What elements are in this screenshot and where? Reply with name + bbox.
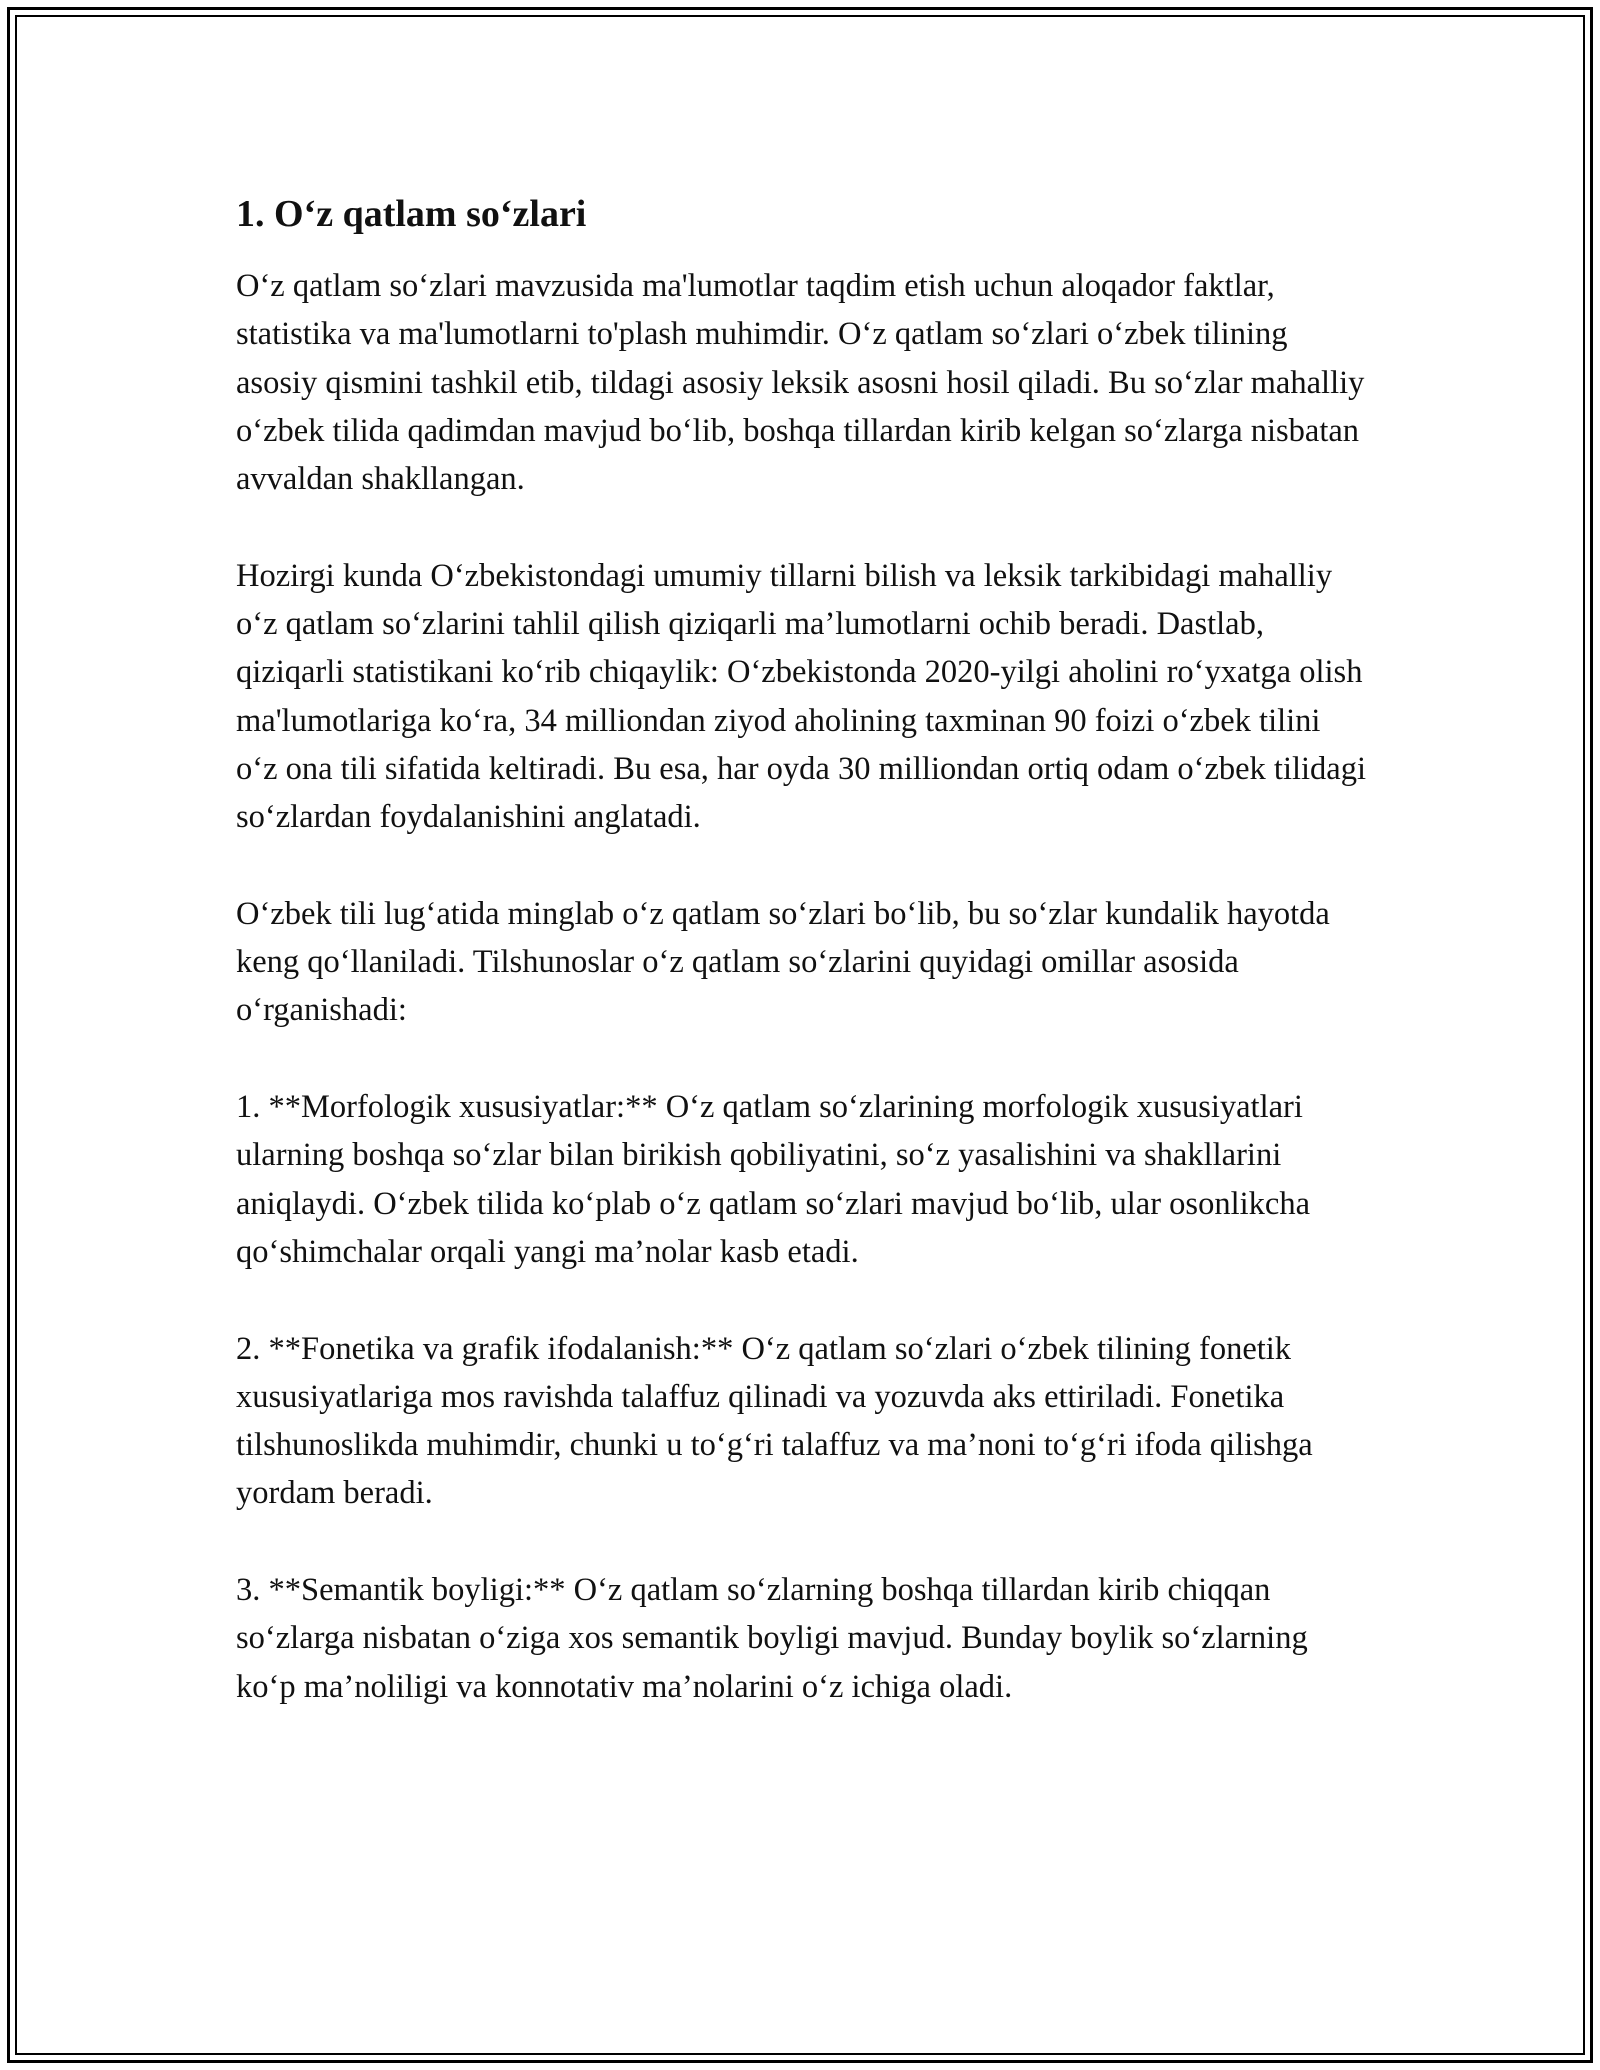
list-item-morphology: 1. **Morfologik xususiyatlar:** O‘z qatlam so‘zlarining morfologik xususiyatlari ularning boshqa so‘zlar bilan birikish qobiliyatini, so‘z yasalishini va shakllarini aniqlaydi. O‘zbek tilida ko‘plab o‘z qatlam so‘zlari mavjud bo‘lib, ular osonlikcha qo‘shimchalar orqali yangi ma’nolar kasb etadi. — [236, 1089, 1310, 1270]
paragraph-study-factors: O‘zbek tili lug‘atida minglab o‘z qatlam so‘zlari bo‘lib, bu so‘zlar kundalik hayotda keng qo‘llaniladi. Tilshunoslar o‘z qatlam so‘zlarini quyidagi omillar asosida o‘rganishadi: — [236, 895, 1330, 1029]
list-item-phonetics: 2. **Fonetika va grafik ifodalanish:** O‘z qatlam so‘zlari o‘zbek tilining fonetik xususiyatlariga mos ravishda talaffuz qilinadi va yozuvda aks ettiriladi. Fonetika tilshunoslikda muhimdir, chunki u to‘g‘ri talaffuz va ma’noni to‘g‘ri ifoda qilishga yordam beradi. — [236, 1330, 1313, 1512]
section-heading: 1. O‘z qatlam so‘zlari — [236, 193, 587, 235]
document-body — [236, 186, 1366, 1759]
paragraph-statistics: Hozirgi kunda O‘zbekistondagi umumiy tillarni bilish va leksik tarkibidagi mahalliy o‘z qatlam so‘zlarini tahlil qilish qiziqarli ma’lumotlarni ochib beradi. Dastlab, qiziqarli statistikani ko‘rib chiqaylik: O‘zbekistonda 2020-yilgi aholini ro‘yxatga olish ma'lumotlariga ko‘ra, 34 milliondan ziyod aholining taxminan 90 foizi o‘zbek tilini o‘z ona tili sifatida keltiradi. Bu esa, har oyda 30 milliondan ortiq odam o‘zbek tilidagi so‘zlardan foydalanishini anglatadi. — [236, 557, 1366, 836]
paragraph-intro: O‘z qatlam so‘zlari mavzusida ma'lumotlar taqdim etish uchun aloqador faktlar, statistika va ma'lumotlarni to'plash muhimdir. O‘z qatlam so‘zlari o‘zbek tilining asosiy qismini tashkil etib, tildagi asosiy leksik asosni hosil qiladi. Bu so‘zlar mahalliy o‘zbek tilida qadimdan mavjud bo‘lib, boshqa tillardan kirib kelgan so‘zlarga nisbatan avvaldan shakllangan. — [236, 268, 1365, 498]
list-item-semantics: 3. **Semantik boyligi:** O‘z qatlam so‘zlarning boshqa tillardan kirib chiqqan so‘zlarga nisbatan o‘ziga xos semantik boyligi mavjud. Bunday boylik so‘zlarning ko‘p ma’noliligi va konnotativ ma’nolarini o‘z ichiga oladi. — [236, 1572, 1308, 1705]
